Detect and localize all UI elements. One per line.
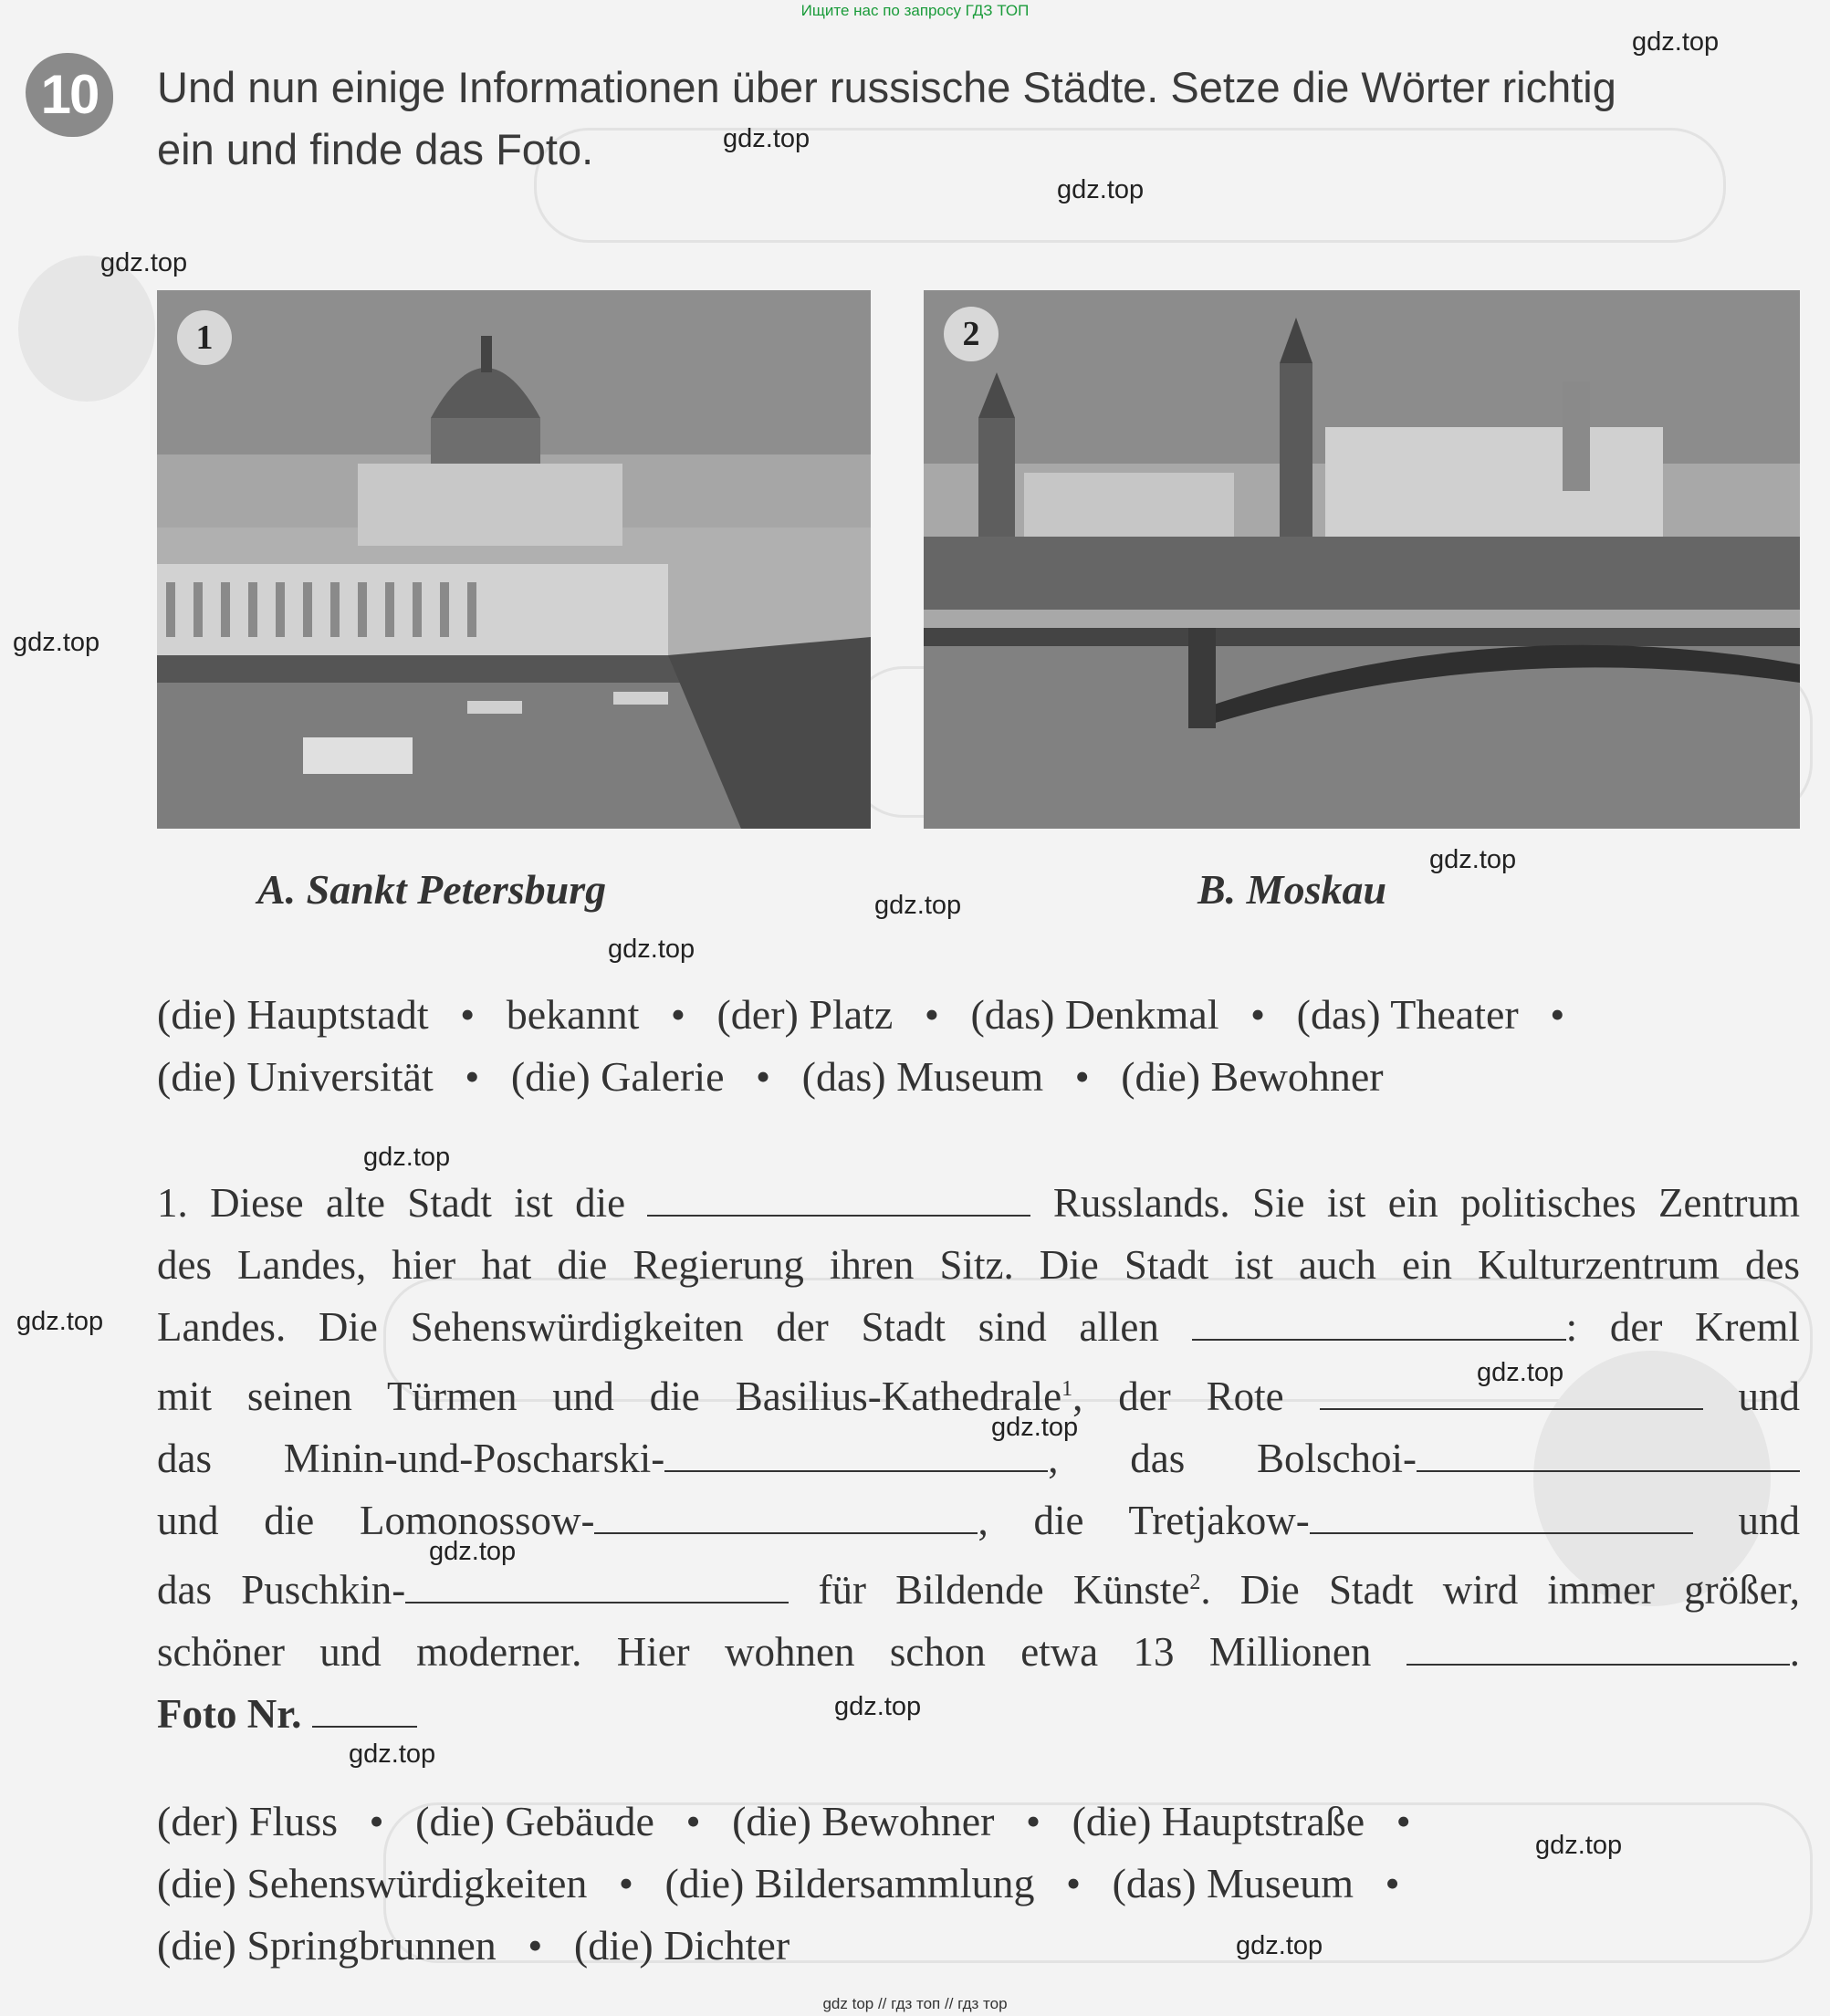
text-fragment: , die Tretjakow-: [978, 1498, 1310, 1543]
separator: •: [369, 1798, 384, 1844]
text-fragment: für Bildende Künste: [818, 1567, 1190, 1613]
word-chip: (die) Universität: [157, 1053, 434, 1100]
word-chip: (die) Gebäude: [415, 1798, 654, 1844]
text-line: [157, 1621, 1800, 1683]
word-chip: (die) Bewohner: [732, 1798, 995, 1844]
separator: •: [460, 991, 476, 1038]
foto-number-blank[interactable]: [312, 1689, 417, 1728]
text-fragment: . Die Stadt wird immer größer,: [1200, 1567, 1801, 1613]
blank-field[interactable]: [1406, 1627, 1790, 1666]
watermark: gdz.top: [1057, 175, 1145, 204]
photo-number-badge: 1: [177, 310, 232, 365]
footnote-marker: 2: [1189, 1571, 1201, 1594]
cloze-text-1: [157, 1172, 1800, 1745]
watermark: gdz.top: [1236, 1931, 1323, 1960]
text-line: des Landes, hier hat die Regierung ihren Sitz. Die Stadt ist auch ein Kulturzentrum des: [157, 1242, 1800, 1288]
bottom-banner[interactable]: gdz top // гдз топ // гдз тор: [822, 1995, 1008, 2012]
word-bank-1-line-2: [157, 1046, 1800, 1108]
watermark: gdz.top: [1535, 1831, 1623, 1860]
instruction-line-2: ein und finde das Foto.: [157, 125, 594, 173]
text-line: [157, 1172, 1800, 1234]
word-chip: (die) Galerie: [510, 1053, 725, 1100]
word-bank-1: [157, 984, 1800, 1108]
separator: •: [1385, 1860, 1400, 1906]
watermark: gdz.top: [608, 935, 695, 964]
blank-field[interactable]: [594, 1496, 978, 1534]
text-fragment: und: [1738, 1498, 1800, 1543]
word-chip: (die) Sehenswürdigkeiten: [157, 1860, 588, 1906]
separator: •: [465, 1053, 480, 1100]
separator: •: [756, 1053, 771, 1100]
text-fragment: : der Kreml: [1565, 1304, 1801, 1350]
watermark: gdz.top: [100, 248, 188, 277]
watermark: gdz.top: [1632, 27, 1720, 57]
separator: •: [1550, 991, 1565, 1038]
word-chip: (das) Museum: [1112, 1860, 1354, 1906]
photo-1-drawing: [157, 290, 871, 829]
photo-number-badge: 2: [944, 307, 999, 361]
text-fragment: das Minin-und-Poscharski-: [157, 1436, 665, 1481]
separator: •: [1396, 1798, 1411, 1844]
watermark: gdz.top: [874, 891, 962, 920]
text-line: [157, 1296, 1800, 1358]
watermark: gdz.top: [1429, 845, 1517, 874]
watermark: gdz.top: [834, 1692, 922, 1721]
separator: •: [528, 1922, 543, 1969]
text-fragment: und die Lomonossow-: [157, 1498, 595, 1543]
text-fragment: mit seinen Türmen und die Basilius-Kathedrale: [157, 1374, 1062, 1419]
photo-moskau: [924, 290, 1800, 829]
word-bank-1-line-1: [157, 984, 1800, 1046]
separator: •: [670, 991, 685, 1038]
word-chip: bekannt: [506, 991, 640, 1038]
separator: •: [1074, 1053, 1090, 1100]
watermark: gdz.top: [991, 1413, 1079, 1442]
text-fragment: 1. Diese alte Stadt ist die: [157, 1180, 626, 1226]
watermark: gdz.top: [723, 124, 810, 153]
word-chip: (die) Hauptstraße: [1072, 1798, 1365, 1844]
word-chip: (die) Dichter: [573, 1922, 790, 1969]
watermark: gdz.top: [1477, 1358, 1564, 1387]
text-line: [157, 1551, 1800, 1621]
text-fragment: Russlands. Sie ist ein politisches Zentrum: [1052, 1180, 1800, 1226]
separator: •: [1250, 991, 1266, 1038]
instruction-line-1: Und nun einige Informationen über russische Städte. Setze die Wörter richtig: [157, 63, 1616, 111]
separator: •: [618, 1860, 633, 1906]
word-chip: (der) Platz: [716, 991, 894, 1038]
text-fragment: schöner und moderner. Hier wohnen schon etwa 13 Millionen: [157, 1629, 1372, 1675]
word-chip: (die) Springbrunnen: [157, 1922, 497, 1969]
separator: •: [1065, 1860, 1082, 1906]
blank-field[interactable]: [1310, 1496, 1693, 1534]
caption-sankt-petersburg: A. Sankt Petersburg: [257, 866, 607, 913]
text-fragment: das Puschkin-: [157, 1567, 406, 1613]
word-chip: (der) Fluss: [157, 1798, 339, 1844]
blank-field[interactable]: [1192, 1302, 1566, 1341]
word-bank-2-line-3: [157, 1915, 1800, 1977]
word-bank-2-line-2: [157, 1853, 1800, 1915]
text-fragment: .: [1789, 1629, 1801, 1675]
watermark: gdz.top: [349, 1739, 436, 1769]
word-chip: (die) Bildersammlung: [664, 1860, 1035, 1906]
text-fragment: , das Bolschoi-: [1048, 1436, 1417, 1481]
foto-number-label: Foto Nr.: [157, 1691, 302, 1737]
word-chip: (das) Theater: [1296, 991, 1519, 1038]
text-fragment: , der Rote: [1072, 1374, 1284, 1419]
watermark: gdz.top: [429, 1537, 517, 1566]
caption-moskau: B. Moskau: [1197, 866, 1387, 913]
watermark: gdz.top: [16, 1307, 104, 1336]
blank-field[interactable]: [1417, 1434, 1800, 1472]
watermark: gdz.top: [13, 628, 100, 657]
word-chip: (das) Museum: [801, 1053, 1044, 1100]
text-fragment: Landes. Die Sehenswürdigkeiten der Stadt sind allen: [157, 1304, 1159, 1350]
footnote-marker: 1: [1061, 1377, 1073, 1401]
separator: •: [685, 1798, 701, 1844]
text-fragment: und: [1738, 1374, 1801, 1419]
exercise-number-badge: 10: [26, 53, 113, 137]
separator: •: [924, 991, 939, 1038]
top-banner[interactable]: Ищите нас по запросу ГДЗ ТОП: [800, 2, 1030, 19]
word-chip: (die) Hauptstadt: [157, 991, 429, 1038]
separator: •: [1025, 1798, 1041, 1844]
photo-2-drawing: [924, 290, 1800, 829]
word-bank-2: [157, 1791, 1800, 1977]
photo-sankt-petersburg: [157, 290, 871, 829]
blank-field[interactable]: [405, 1565, 789, 1603]
blank-field[interactable]: [647, 1178, 1030, 1217]
text-line: [157, 1427, 1800, 1489]
watermark: gdz.top: [363, 1143, 451, 1172]
text-line: [157, 1683, 1800, 1745]
word-chip: (die) Bewohner: [1121, 1053, 1384, 1100]
word-chip: (das) Denkmal: [970, 991, 1219, 1038]
text-line: [157, 1489, 1800, 1551]
exercise-instruction: [157, 57, 1800, 181]
